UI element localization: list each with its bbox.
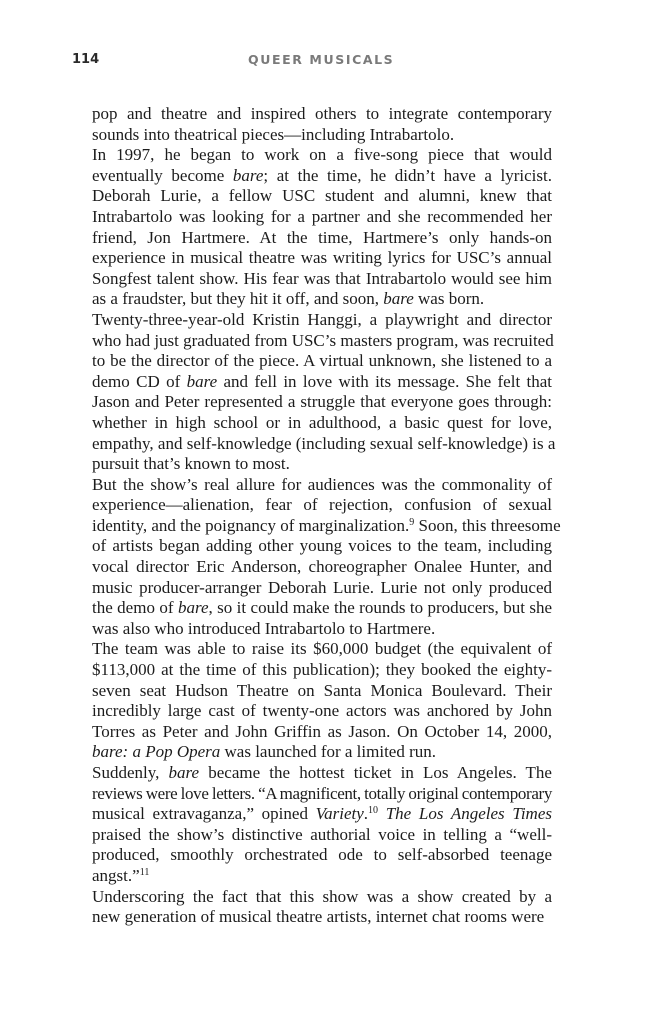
text-line: [72, 763, 552, 784]
text-run: musical extravaganza,” opined: [92, 804, 316, 824]
text-run: identity, and the poignancy of marginalization.: [92, 515, 410, 535]
page-number: 114: [72, 52, 100, 67]
text-line: [72, 701, 552, 722]
italic-title: bare: [186, 371, 218, 391]
text-line: [72, 351, 552, 372]
text-run: ; at the time, he didn’t have a lyricist.: [263, 165, 552, 185]
text-run: friend, Jon Hartmere. At the time, Hartmere’s only hands-on: [92, 227, 552, 247]
paragraph: [72, 639, 552, 763]
text-run: was launched for a limited run.: [220, 742, 437, 762]
text-line: [72, 887, 552, 908]
text-line: [72, 269, 552, 290]
text-run: the demo of: [92, 598, 178, 618]
text-line: [72, 722, 552, 743]
text-line: [72, 104, 552, 125]
italic-title: bare: [168, 763, 200, 782]
text-run: to be the director of the piece. A virtual unknown, she listened to a: [92, 351, 552, 371]
text-run: In 1997, he began to work on a five-song piece that would: [92, 145, 552, 165]
text-line: [72, 186, 552, 207]
footnote-ref: 11: [139, 866, 150, 878]
text-line: [72, 392, 552, 413]
text-line: [72, 536, 552, 557]
text-run: Deborah Lurie, a fellow USC student and alumni, knew that: [92, 186, 552, 206]
text-line: [72, 784, 552, 805]
text-line: [72, 475, 552, 496]
text-run: praised the show’s distinctive authorial voice in telling a “well-: [92, 824, 552, 844]
text-run: pop and theatre and inspired others to integrate contemporary: [92, 104, 552, 123]
text-run: incredibly large cast of twenty-one actors was anchored by John: [92, 701, 552, 721]
footnote-ref: 10: [368, 805, 379, 817]
text-line: [72, 413, 552, 434]
text-line: [72, 515, 561, 537]
text-line: [72, 372, 552, 393]
text-line: [72, 145, 552, 166]
text-run: Intrabartolo was looking for a partner and she recommended her: [92, 206, 552, 226]
text-line: [72, 166, 552, 187]
italic-title: bare: a Pop Opera: [92, 742, 221, 762]
paragraph: [72, 309, 556, 475]
text-run: [378, 804, 386, 823]
text-run: as a fraudster, but they hit it off, and soon,: [92, 289, 384, 309]
paragraph: [72, 145, 552, 310]
text-run: The team was able to raise its $60,000 budget (the equivalent of: [92, 639, 552, 659]
text-line: [72, 454, 552, 475]
page-header: [72, 52, 552, 72]
text-line: [72, 907, 552, 928]
text-line: [72, 310, 552, 331]
text-line: [72, 845, 552, 866]
text-line: [72, 681, 552, 702]
text-run: Soon, this threesome: [414, 515, 561, 535]
text-line: [72, 289, 552, 310]
text-run: experience in musical theatre was writing lyrics for USC’s annual: [92, 248, 552, 268]
running-head: QUEER MUSICALS: [248, 52, 395, 67]
paragraph: [72, 887, 552, 928]
text-line: [72, 825, 552, 846]
text-run: eventually become: [92, 165, 233, 185]
text-run: of artists began adding other young voices to the team, including: [92, 536, 552, 556]
text-run: whether in high school or in adulthood, a basic quest for love,: [92, 412, 552, 432]
paragraph: [72, 763, 552, 887]
paragraph: [72, 474, 561, 640]
text-line: [72, 495, 552, 516]
text-run: Twenty-three-year-old Kristin Hanggi, a playwright and director: [92, 309, 552, 329]
text-run: Suddenly,: [92, 763, 169, 782]
text-run: angst.”: [92, 865, 140, 885]
text-line: [72, 228, 552, 249]
text-run: reviews were love letters. “A magnificent, totally original contemporary: [92, 783, 552, 803]
text-line: [72, 578, 552, 599]
text-line: [72, 331, 552, 352]
text-line: [72, 598, 552, 619]
text-run: seven seat Hudson Theatre on Santa Monica Boulevard. Their: [92, 680, 552, 700]
italic-title: bare: [177, 598, 209, 618]
text-run: who had just graduated from USC’s masters program, was recruited: [92, 330, 554, 350]
text-line: [72, 660, 552, 681]
text-run: sounds into theatrical pieces—including Intrabartolo.: [92, 124, 455, 144]
text-line: [72, 804, 552, 825]
text-run: vocal director Eric Anderson, choreographer Onalee Hunter, and: [92, 557, 552, 577]
text-run: But the show’s real allure for audiences was the commonality of: [92, 474, 552, 494]
text-run: , so it could make the rounds to producers, but she: [208, 598, 552, 618]
text-line: [72, 433, 556, 455]
text-line: [72, 866, 552, 887]
text-line: [72, 557, 552, 578]
text-run: demo CD of: [92, 371, 187, 391]
text-run: Torres as Peter and John Griffin as Jason. On October 14, 2000,: [92, 721, 552, 741]
italic-title: bare: [232, 165, 264, 185]
text-run: became the hottest ticket in Los Angeles. The: [199, 763, 552, 782]
text-run: was also who introduced Intrabartolo to Hartmere.: [92, 618, 436, 638]
text-line: [72, 207, 552, 228]
text-line: [72, 125, 552, 146]
text-run: music producer-arranger Deborah Lurie. Lurie not only produced: [92, 577, 552, 597]
italic-title: bare: [383, 289, 414, 309]
text-run: Underscoring the fact that this show was a show created by a: [92, 886, 552, 906]
text-run: new generation of musical theatre artists, internet chat rooms were: [92, 907, 545, 927]
text-run: empathy, and self-knowledge (including sexual self-knowledge) is a: [92, 433, 556, 453]
italic-title: Variety: [315, 804, 364, 824]
text-run: $113,000 at the time of this publication); they booked the eighty-: [92, 660, 552, 680]
italic-title: The Los Angeles Times: [385, 804, 552, 824]
text-run: pursuit that’s known to most.: [92, 454, 290, 474]
text-run: produced, smoothly orchestrated ode to self-absorbed teenage: [92, 845, 552, 865]
text-line: [72, 639, 552, 660]
text-line: [72, 742, 552, 763]
paragraph: [72, 104, 552, 145]
text-run: .: [363, 804, 369, 824]
text-run: and fell in love with its message. She felt that: [217, 371, 552, 391]
text-run: Jason and Peter represented a struggle that everyone goes through:: [92, 392, 552, 412]
footnote-ref: 9: [409, 516, 415, 528]
text-run: Songfest talent show. His fear was that Intrabartolo would see him: [92, 268, 552, 288]
text-run: experience—alienation, fear of rejection, confusion of sexual: [92, 495, 552, 515]
text-run: was born.: [413, 289, 485, 309]
text-line: [72, 619, 552, 640]
text-line: [72, 248, 552, 269]
body-text: [72, 104, 561, 928]
